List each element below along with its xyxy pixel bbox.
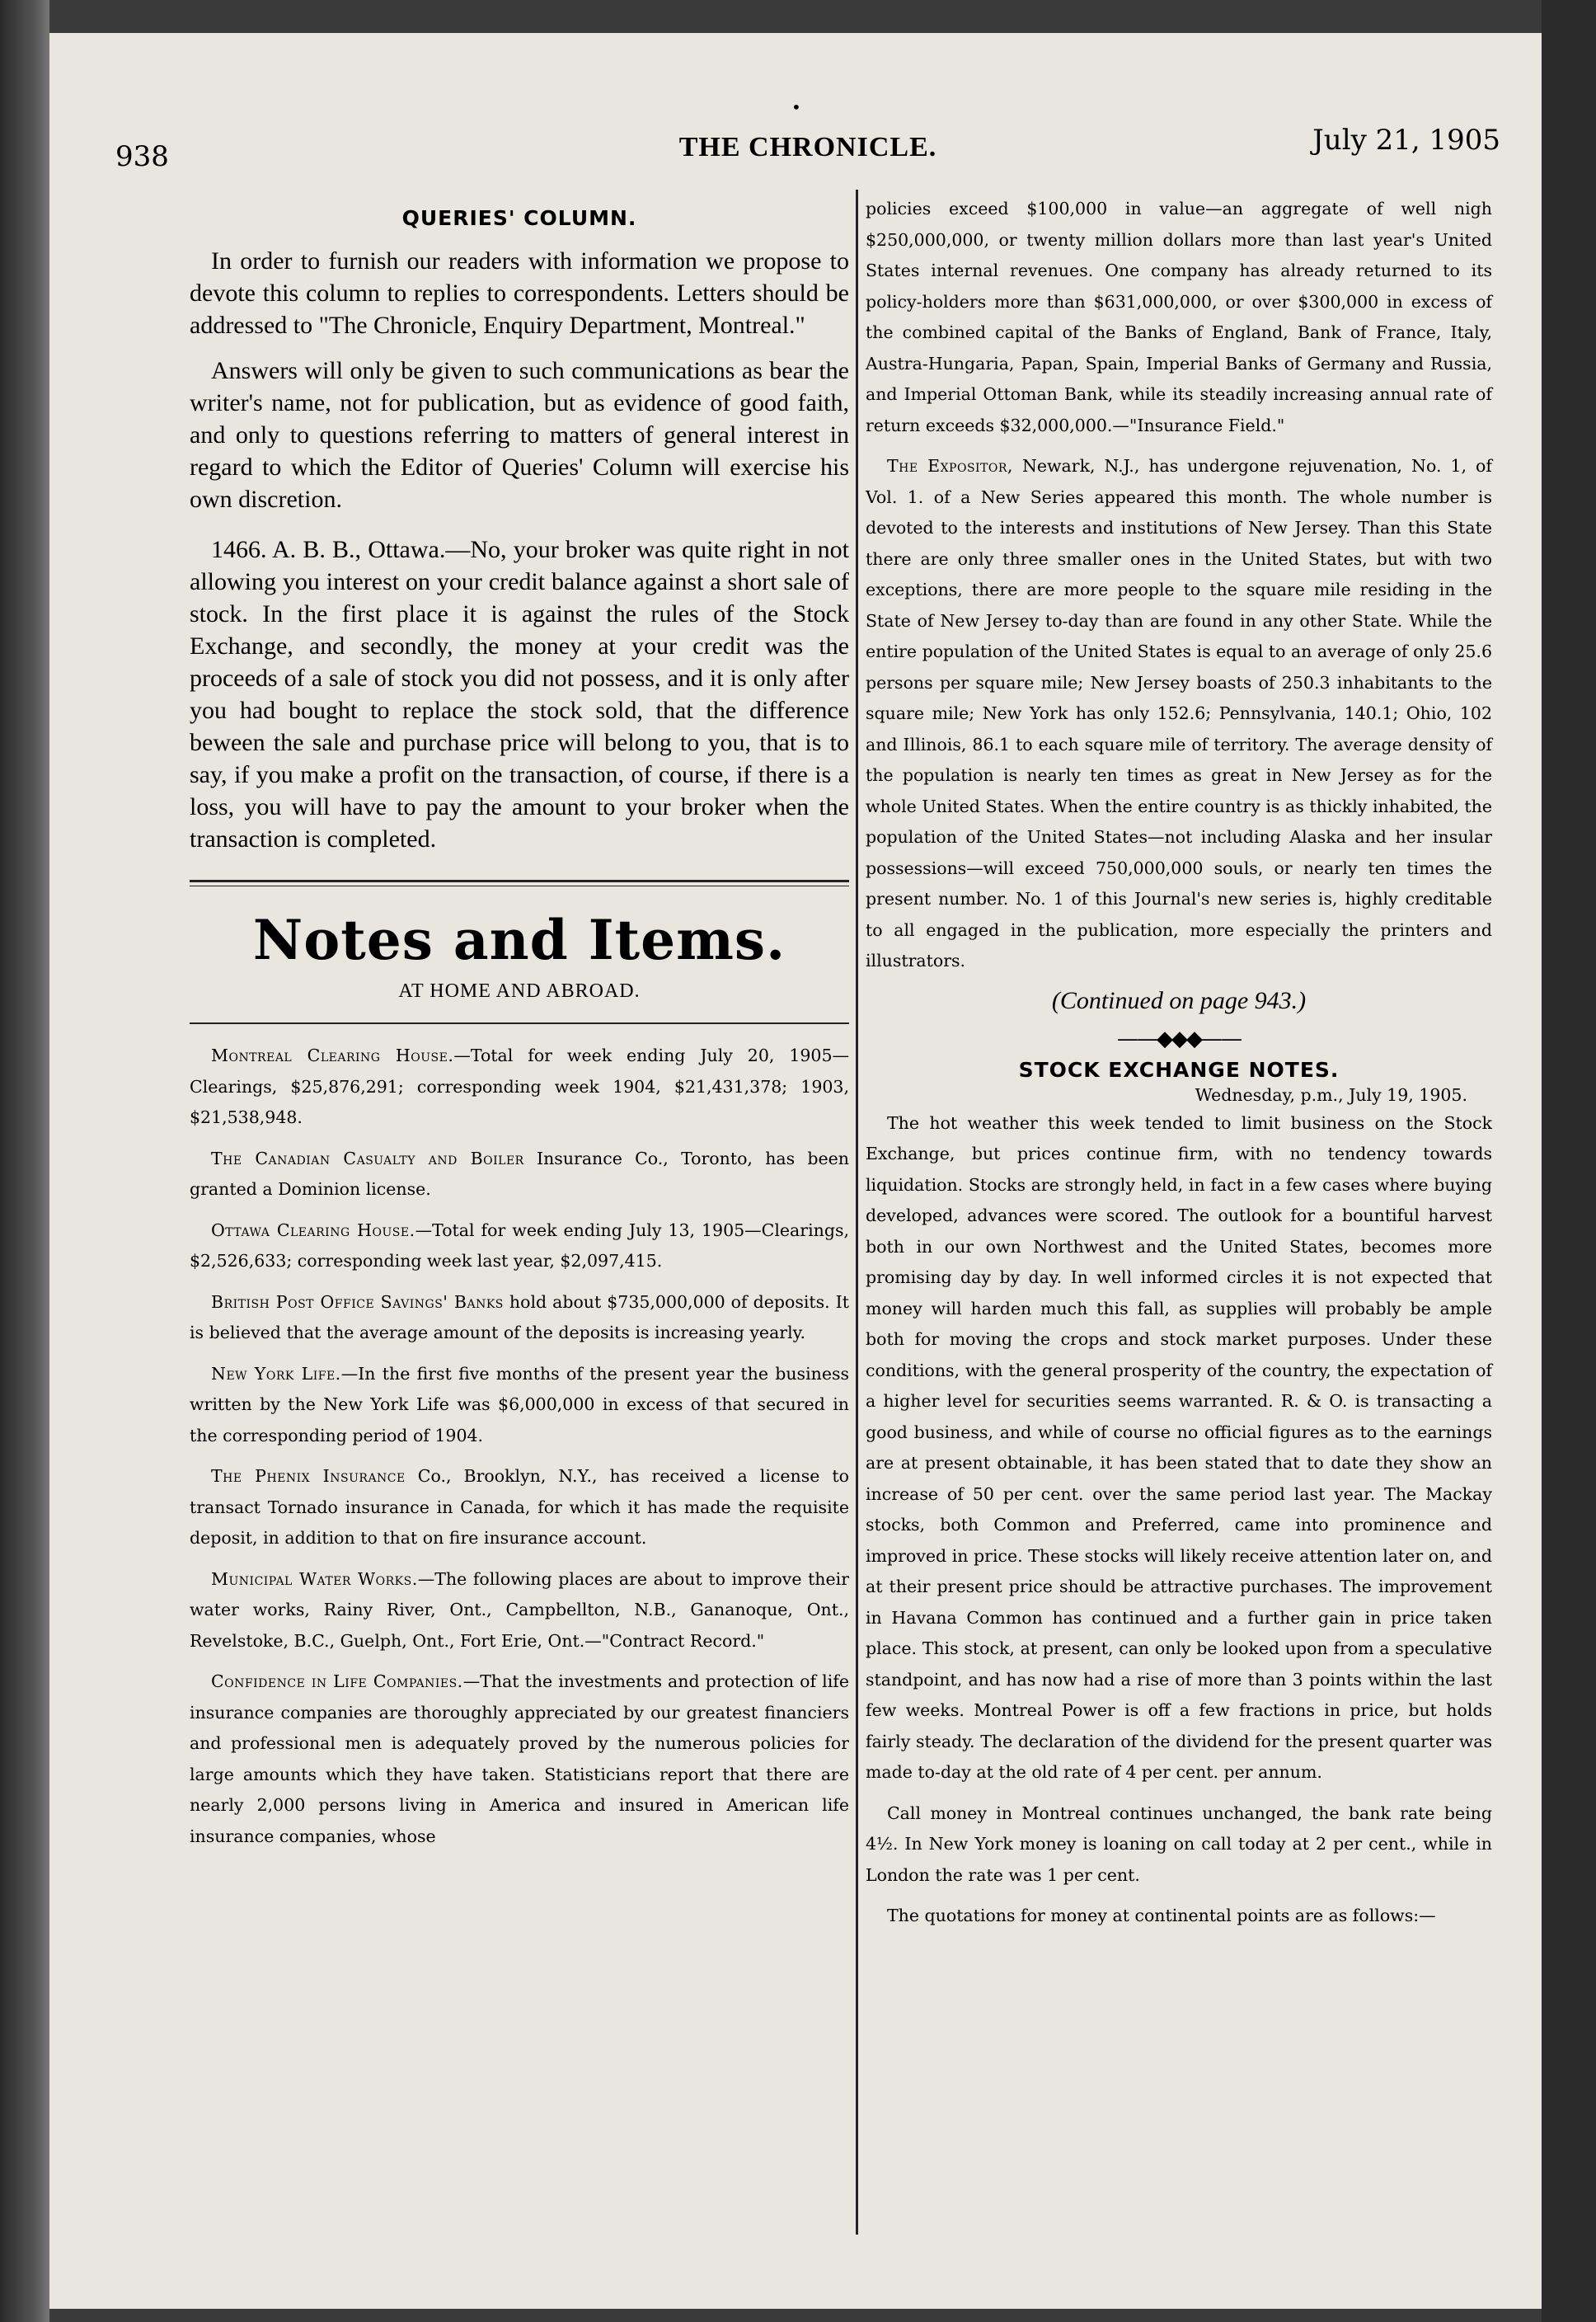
note-continuation: policies exceed $100,000 in value—an aggregate of well nigh $250,000,000, or twenty million dollars more than last year's United States internal revenues. One company has already returned to its policy-holders more than $631,000,000, or over $300,000 in excess of the combined capital of the Banks of England, Bank of France, Italy, Austra-Hungaria, Papan, Spain, Imperial Banks of Germany and Russia, and Imperial Ottoman Bank, while its steadily increasing annual rate of return exceeds $32,000,000.—"Insurance Field." — [866, 199, 1492, 435]
stock-paragraph: The quotations for money at continental points are as follows:— — [887, 1906, 1436, 1925]
stock-exchange-heading: STOCK EXCHANGE NOTES. — [1018, 1057, 1340, 1082]
note-item-expositor: The Expositor, Newark, N.J., has undergone rejuvenation, No. 1, of Vol. 1. of a New Series appeared this month. The whole number is devoted to the interests and institutions of New Jersey. Than this State there are only three smaller ones in the United States, but with two exceptions, there are more people to the square mile residing in the State of New Jersey to-day than are found in any other State. While the entire population of the United States is equal to an average of only 25.6 persons per square mile; New Jersey boasts of 250.3 inhabitants to the square mile; New York has only 152.6; Pennsylvania, 140.1; Ohio, 102 and Illinois, 86.1 to each square mile of territory. The average density of the population is nearly ten times as great in New Jersey as for the whole United States. When the entire country is as thickly inhabited, the population of the United States—not including Alaska and her insular possessions—will exceed 750,000,000 souls, or nearly ten times the present number. No. 1 of this Journal's new series is, highly creditable to all engaged in the publication, more especially the printers and illustrators. — [866, 456, 1492, 971]
note-item: Municipal Water Works.—The following places are about to improve their water works, Rainy River, Ont., Campbellton, N.B., Gananoque, Ont., Revelstoke, B.C., Guelph, Ont., Fort Erie, Ont.—"Contract Record." — [190, 1568, 849, 1651]
notes-rule — [190, 1022, 849, 1024]
section-rule — [190, 880, 849, 886]
facing-page-edge — [1542, 0, 1596, 2322]
note-item: The Canadian Casualty and Boiler Insurance Co., Toronto, has been granted a Dominion license. — [190, 1148, 849, 1199]
page-header — [115, 124, 1500, 173]
stock-paragraph: Call money in Montreal continues unchanged, the bank rate being 4½. In New York money is loaning on call today at 2 per cent., while in London the rate was 1 per cent. — [866, 1803, 1492, 1885]
notes-title: Notes and Items. — [252, 908, 786, 972]
note-item: The Phenix Insurance Co., Brooklyn, N.Y., has received a license to transact Tornado insurance in Canada, for which it has made the requisite deposit, in addition to that on fire insurance account. — [190, 1466, 849, 1548]
issue-date: July 21, 1905 — [1312, 124, 1500, 157]
queries-intro: In order to furnish our readers with information we propose to devote this column to replies to correspondents. Letters should be addressed to "The Chronicle, Enquiry Department, Montreal." — [190, 247, 849, 339]
note-item: British Post Office Savings' Banks hold about $735,000,000 of deposits. It is believed that the average amount of the deposits is increasing yearly. — [190, 1291, 850, 1342]
stock-dateline: Wednesday, p.m., July 19, 1905. — [1195, 1084, 1467, 1105]
note-item: Confidence in Life Companies.—That the investments and protection of life insurance companies are thoroughly appreciated by our greatest financiers and professional men is adequately proved by the numerous policies for large amounts which they have taken. Statisticians report that there are nearly 2,000 persons living in America and insured in American life insurance companies, whose — [190, 1671, 849, 1846]
book-binding — [0, 0, 49, 2322]
query-answer-1466: 1466. A. B. B., Ottawa.—No, your broker was quite right in not allowing you interest on your credit balance against a short sale of stock. In the first place it is against the rules of the Stock Exchange, and secondly, the money at your credit was the proceeds of a sale of stock you did not possess, and it is only after you had bought to replace the stock sold, that the difference beween the sale and purchase price will belong to you, that is to say, if you make a profit on the transaction, of course, if there is a loss, you will have to pay the amount to your broker when the transaction is completed. — [190, 536, 849, 853]
ornament-dot: • — [791, 97, 801, 117]
note-item: New York Life.—In the first five months of the present year the business written by the New York Life was $6,000,000 in excess of that secured in the corresponding period of 1904. — [190, 1363, 849, 1445]
masthead-title: THE CHRONICLE. — [678, 132, 937, 162]
stock-paragraph: The hot weather this week tended to limit business on the Stock Exchange, but prices continue firm, with no tendency towards liquidation. Stocks are strongly held, in fact in a few cases where buying developed, advances were scored. The outlook for a bountiful harvest both in our own Northwest and the United States, becomes more promising day by day. In well informed circles it is not expected that money will harden much this fall, as supplies will probably be ample both for moving the crops and stock market purposes. Under these conditions, with the general prosperity of the country, the expectation of a higher level for securities seems warranted. R. & O. is transacting a good business, and while of course no official figures as to the earnings are at present obtainable, it has been stated that to date they show an increase of 50 per cent. over the same period last year. The Mackay stocks, both Common and Preferred, came into prominence and improved in price. These stocks will likely receive attention later on, and at their present price should be attractive purchases. The improvement in Havana Common has continued and a further gain in price taken place. This stock, at present, can only be looked upon from a speculative standpoint, and has now had a rise of more than 3 points within the last few weeks. Montreal Power is off a few fractions in price, but holds fairly steady. The declaration of the dividend for the present quarter was made to-day at the old rate of 4 per cent. per annum. — [866, 1112, 1492, 1782]
note-item: Montreal Clearing House.—Total for week ending July 20, 1905—Clearings, $25,876,291; corresponding week 1904, $21,431,378; 1903, $21,538,948. — [190, 1046, 849, 1127]
page-number: 938 — [115, 140, 169, 173]
queries-heading: QUERIES' COLUMN. — [401, 206, 637, 230]
left-column — [190, 206, 849, 1862]
note-item: Ottawa Clearing House.—Total for week ending July 13, 1905—Clearings, $2,526,633; corresponding week last year, $2,097,415. — [190, 1220, 849, 1271]
right-column — [866, 194, 1492, 1942]
continued-notice: (Continued on page 943.) — [1051, 986, 1307, 1014]
notes-subtitle: AT HOME AND ABROAD. — [398, 980, 641, 1002]
queries-rules: Answers will only be given to such communications as bear the writer's name, not for publication, but as evidence of good faith, and only to questions referring to matters of general interest in regard to which the Editor of Queries' Column will exercise his own discretion. — [190, 357, 849, 513]
column-divider — [856, 190, 858, 2235]
divider-ornament: ——◆◆◆—— — [1117, 1026, 1241, 1051]
